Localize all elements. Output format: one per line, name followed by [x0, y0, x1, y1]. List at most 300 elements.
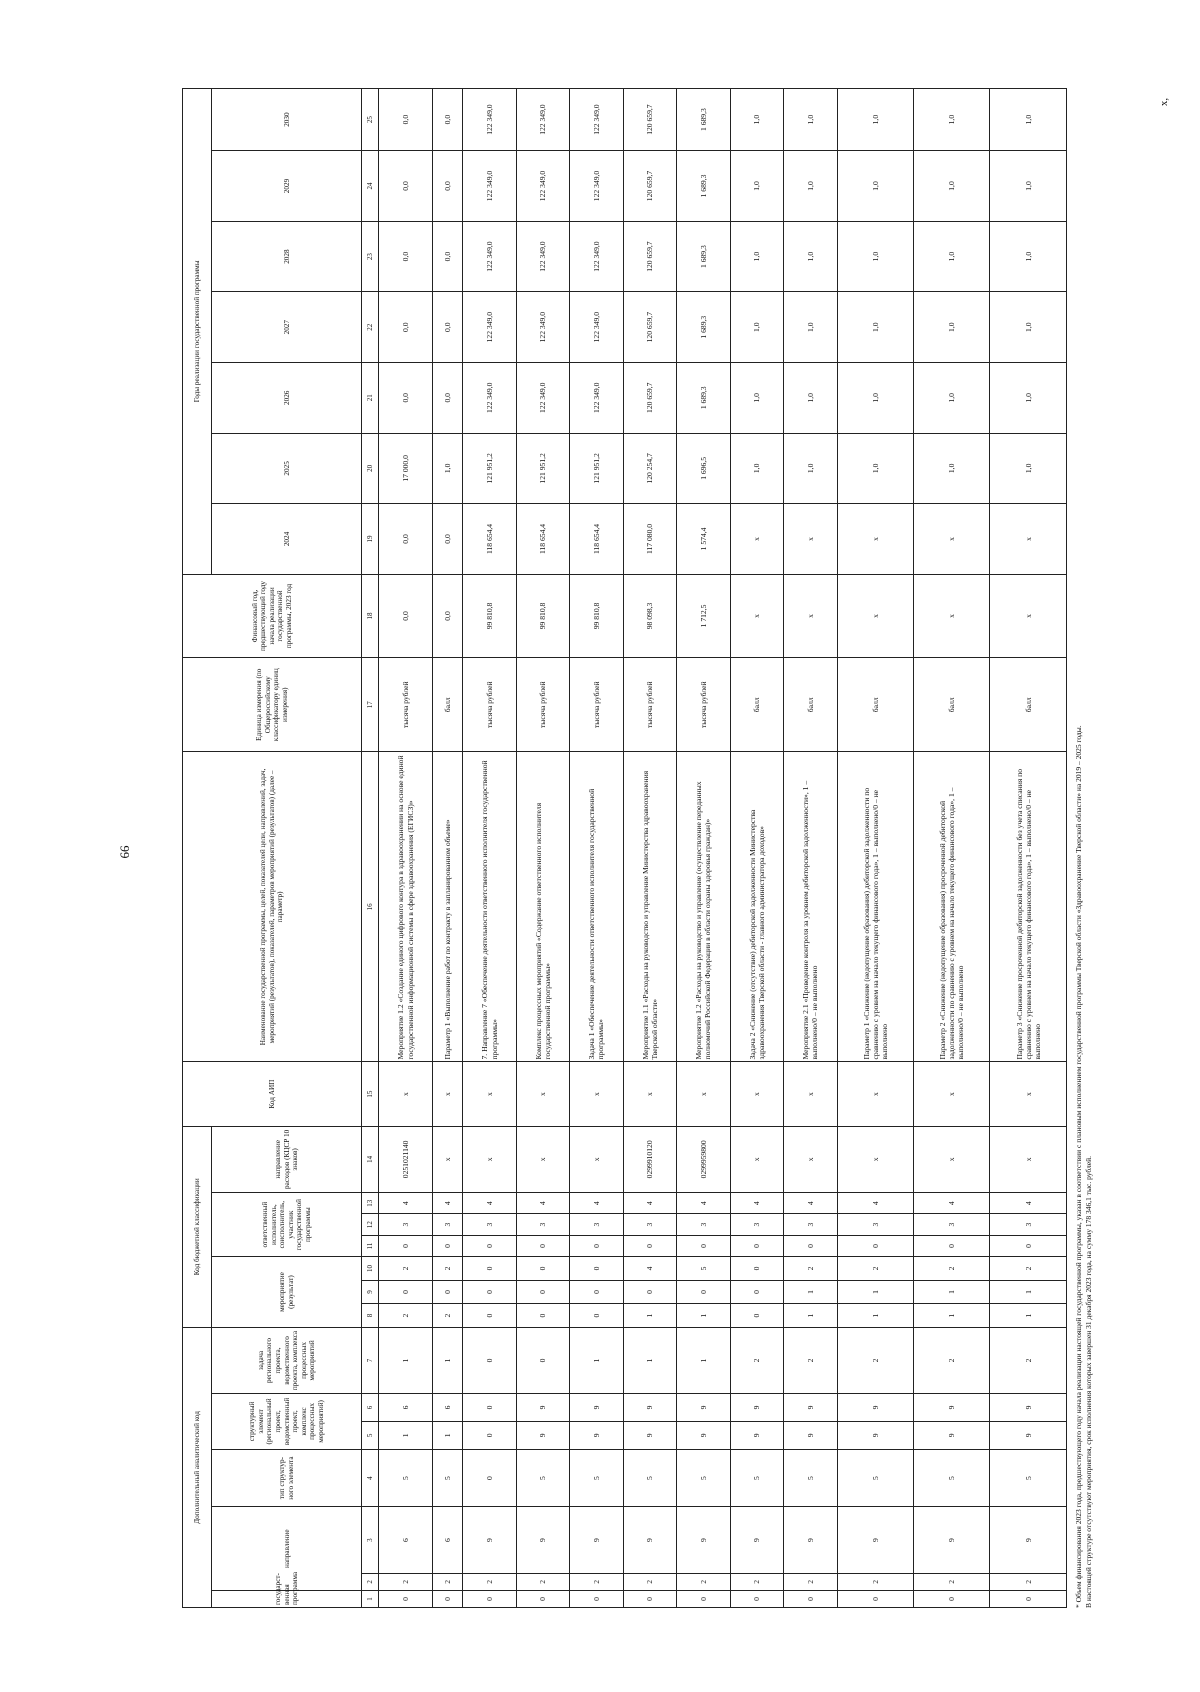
code-cell: 5 [516, 1449, 569, 1507]
year-2024-header: 2024 [212, 504, 362, 575]
code-cell: 9 [623, 1421, 676, 1449]
year-value-cell: 0,0 [379, 151, 432, 222]
table-row [990, 89, 1067, 1608]
base-year-cell: 0,0 [379, 574, 432, 657]
code-cell: 2 [784, 1573, 837, 1590]
year-value-cell: 1,0 [784, 292, 837, 363]
code-cell: 6 [432, 1507, 463, 1573]
group-additional-header: Дополнительный аналитический код [183, 1327, 212, 1607]
year-2025-header: 2025 [212, 433, 362, 504]
code-cell: 0 [990, 1235, 1067, 1256]
code-cell: 0 [463, 1449, 516, 1507]
year-value-cell: 1,0 [730, 89, 783, 151]
code-cell: 0 [463, 1394, 516, 1422]
code-cell: 1 [379, 1327, 432, 1393]
name-cell: 7. Направление 7 «Обеспечение деятельности ответственного исполнителя государственной программы» [463, 752, 516, 1062]
kbk-cell: х [837, 1126, 913, 1192]
col-num: 20 [362, 433, 379, 504]
year-2030-header: 2030 [212, 89, 362, 151]
year-value-cell: 122 349,0 [463, 151, 516, 222]
base-year-cell: 99 810,8 [516, 574, 569, 657]
code-cell: 9 [677, 1507, 730, 1573]
code-cell: 0 [623, 1280, 676, 1304]
code-cell: 2 [837, 1327, 913, 1393]
col-num: 17 [362, 658, 379, 752]
code-cell: 9 [914, 1394, 990, 1422]
kbk-cell: х [990, 1126, 1067, 1192]
unit-cell: балл [730, 658, 783, 752]
col-num: 1 [362, 1590, 379, 1607]
year-value-cell: х [914, 504, 990, 575]
code-cell: 9 [516, 1394, 569, 1422]
code-cell: 0 [570, 1280, 623, 1304]
year-2029-header: 2029 [212, 151, 362, 222]
name-cell: Параметр 1 «Снижение (недопущение образования) дебиторской задолженности по сравнению с уровнем на начало текущего финансового года», 1 – выполнено/0 – не выполнено [837, 752, 913, 1062]
code-cell: 0 [379, 1590, 432, 1607]
table-row [516, 89, 569, 1608]
code-cell: 3 [623, 1214, 676, 1235]
table-row [623, 89, 676, 1608]
code-cell: 0 [516, 1257, 569, 1281]
footnote-2: В настоящей структуре отсутствуют мероприятия, срок исполнения которых завершен 31 декабря 2023 года, на сумму 178 346,1 тыс. рублей. [1084, 1155, 1094, 1608]
year-value-cell: 122 349,0 [570, 292, 623, 363]
year-value-cell: 1,0 [990, 151, 1067, 222]
code-cell: 3 [432, 1214, 463, 1235]
kbk-cell: х [516, 1126, 569, 1192]
col-num: 24 [362, 151, 379, 222]
table-row [914, 89, 990, 1608]
code-cell: 9 [837, 1394, 913, 1422]
year-value-cell: 1,0 [914, 151, 990, 222]
unit-cell: балл [914, 658, 990, 752]
year-value-cell: 122 349,0 [516, 362, 569, 433]
year-value-cell: х [784, 504, 837, 575]
table-row [677, 89, 730, 1608]
name-cell: Комплекс процессных мероприятий «Содержание ответственного исполнителя государственной программы» [516, 752, 569, 1062]
code-cell: 1 [837, 1280, 913, 1304]
year-value-cell: 122 349,0 [516, 221, 569, 292]
code-cell: 4 [432, 1193, 463, 1214]
table-row [570, 89, 623, 1608]
code-cell: 1 [990, 1304, 1067, 1328]
code-cell: 2 [837, 1573, 913, 1590]
year-value-cell: 1,0 [784, 221, 837, 292]
unit-cell: тысяча рублей [463, 658, 516, 752]
code-cell: 1 [914, 1280, 990, 1304]
kbk-cell: х [432, 1126, 463, 1192]
code-cell: 0 [730, 1304, 783, 1328]
code-cell: 0 [990, 1590, 1067, 1607]
year-value-cell: х [990, 504, 1067, 575]
code-cell: 1 [784, 1280, 837, 1304]
code-cell: 2 [432, 1304, 463, 1328]
year-value-cell: 1,0 [914, 292, 990, 363]
col-num: 10 [362, 1257, 379, 1281]
year-value-cell: 1,0 [990, 362, 1067, 433]
year-value-cell: х [730, 504, 783, 575]
task-header: задача регионального проекта, ведомственного проекта, комплекса процессных мероприятий [212, 1327, 362, 1393]
code-cell: 3 [914, 1214, 990, 1235]
code-cell: 0 [379, 1235, 432, 1256]
code-cell: 1 [990, 1280, 1067, 1304]
table-row [730, 89, 783, 1608]
year-value-cell: 122 349,0 [463, 362, 516, 433]
col-num: 19 [362, 504, 379, 575]
year-value-cell: 1 574,4 [677, 504, 730, 575]
code-cell: 2 [570, 1573, 623, 1590]
code-cell: 0 [570, 1304, 623, 1328]
base-year-cell: 99 810,8 [463, 574, 516, 657]
code-cell: 0 [516, 1304, 569, 1328]
year-value-cell: 1 689,3 [677, 221, 730, 292]
code-cell: 2 [914, 1573, 990, 1590]
year-value-cell: 0,0 [432, 362, 463, 433]
aip-cell: х [570, 1062, 623, 1126]
header-row-1 [183, 89, 212, 1608]
code-cell: 0 [463, 1235, 516, 1256]
name-cell: Параметр 2 «Снижение (недопущение образования) просроченной дебиторской задолженности по сравнению с уровнем на начало текущего финансового года», 1 – выполнено/0 – не выполнено [914, 752, 990, 1062]
col-num: 23 [362, 221, 379, 292]
code-cell: 0 [730, 1590, 783, 1607]
col-num: 12 [362, 1214, 379, 1235]
base-year-cell: 98 098,3 [623, 574, 676, 657]
col-num: 2 [362, 1573, 379, 1590]
gp-header: государст-венная программа [212, 1590, 362, 1607]
code-cell: 3 [730, 1214, 783, 1235]
year-value-cell: 122 349,0 [570, 362, 623, 433]
code-cell: 9 [570, 1394, 623, 1422]
year-value-cell: 0,0 [432, 221, 463, 292]
code-cell: 0 [463, 1590, 516, 1607]
unit-cell: балл [432, 658, 463, 752]
code-cell: 9 [914, 1507, 990, 1573]
code-cell: 1 [379, 1421, 432, 1449]
code-cell: 9 [677, 1421, 730, 1449]
code-cell: 5 [677, 1257, 730, 1281]
code-cell: 9 [990, 1507, 1067, 1573]
unit-cell: тысяча рублей [379, 658, 432, 752]
code-cell: 9 [990, 1394, 1067, 1422]
year-2026-header: 2026 [212, 362, 362, 433]
code-cell: 2 [914, 1257, 990, 1281]
code-cell: 4 [677, 1193, 730, 1214]
code-cell: 5 [990, 1449, 1067, 1507]
code-cell: 5 [379, 1449, 432, 1507]
base-year-cell: х [914, 574, 990, 657]
struct-element-header: структурный элемент (региональный проект, ведомственный проект, комплекс процессных мероприятий) [212, 1394, 362, 1450]
year-value-cell: 0,0 [379, 89, 432, 151]
code-cell: 5 [623, 1449, 676, 1507]
code-cell: 0 [432, 1235, 463, 1256]
year-value-cell: 117 080,0 [623, 504, 676, 575]
kbk-cell: х [914, 1126, 990, 1192]
code-cell: 9 [516, 1421, 569, 1449]
base-year-cell: 1 712,5 [677, 574, 730, 657]
col-num: 6 [362, 1394, 379, 1422]
year-value-cell: 1,0 [784, 362, 837, 433]
code-cell: 9 [837, 1507, 913, 1573]
code-cell: 0 [914, 1590, 990, 1607]
code-cell: 4 [379, 1193, 432, 1214]
year-value-cell: 121 951,2 [570, 433, 623, 504]
name-cell: Параметр 3 «Снижение просроченной дебиторской задолженности без учета списания по сравнению с уровнем на начало текущего финансового года», 1 – выполнено/0 – не выполнено [990, 752, 1067, 1062]
unit-cell: балл [784, 658, 837, 752]
year-value-cell: 1,0 [837, 362, 913, 433]
code-cell: 5 [432, 1449, 463, 1507]
table-row [784, 89, 837, 1608]
name-cell: Параметр 1 «Выполнение работ по контракту в запланированном объеме» [432, 752, 463, 1062]
code-cell: 4 [570, 1193, 623, 1214]
col-num: 13 [362, 1193, 379, 1214]
year-value-cell: 118 654,4 [516, 504, 569, 575]
code-cell: 4 [837, 1193, 913, 1214]
kbk-cell: 0251021140 [379, 1126, 432, 1192]
kod-aip-header: Код АИП [183, 1062, 362, 1126]
year-value-cell: 1,0 [837, 292, 913, 363]
year-value-cell: 120 659,7 [623, 89, 676, 151]
code-cell: 2 [784, 1257, 837, 1281]
year-value-cell: 120 659,7 [623, 292, 676, 363]
col-num: 9 [362, 1280, 379, 1304]
table-row [379, 89, 432, 1608]
code-cell: 2 [379, 1257, 432, 1281]
code-cell: 1 [570, 1327, 623, 1393]
code-cell: 2 [914, 1327, 990, 1393]
code-cell: 9 [784, 1421, 837, 1449]
year-value-cell: 1,0 [914, 433, 990, 504]
name-header: Наименование государственной программы, целей, показателей цели, направлений, задач, мероприятий (результатов), показателей, параметров мероприятий (результатов) (далее – параметр) [183, 752, 362, 1062]
code-cell: 3 [379, 1214, 432, 1235]
year-value-cell: 120 659,7 [623, 362, 676, 433]
year-value-cell: 0,0 [379, 221, 432, 292]
scan-mark: х, [1158, 97, 1171, 107]
base-year-cell: 99 810,8 [570, 574, 623, 657]
code-cell: 0 [914, 1235, 990, 1256]
program-structure-table [182, 88, 1067, 1608]
event-header: мероприятие (результат) [212, 1257, 362, 1328]
aip-cell: х [463, 1062, 516, 1126]
year-value-cell: 1,0 [990, 292, 1067, 363]
code-cell: 2 [463, 1573, 516, 1590]
year-value-cell: 1,0 [837, 89, 913, 151]
table-row [463, 89, 516, 1608]
col-num: 5 [362, 1421, 379, 1449]
col-num: 15 [362, 1062, 379, 1126]
code-cell: 1 [914, 1304, 990, 1328]
base-year-cell: х [990, 574, 1067, 657]
year-2028-header: 2028 [212, 221, 362, 292]
aip-cell: х [914, 1062, 990, 1126]
code-cell: 2 [379, 1304, 432, 1328]
year-value-cell: 120 659,7 [623, 221, 676, 292]
year-value-cell: 1,0 [730, 221, 783, 292]
code-cell: 4 [623, 1193, 676, 1214]
code-cell: 9 [570, 1421, 623, 1449]
code-cell: 0 [463, 1421, 516, 1449]
code-cell: 9 [570, 1507, 623, 1573]
year-value-cell: 0,0 [432, 89, 463, 151]
year-value-cell: 1 689,3 [677, 151, 730, 222]
unit-header: Единица измерения (по Общероссийскому классификатору единиц измерения) [183, 658, 362, 752]
name-cell: Мероприятие 1.2 «Расходы на руководство и управление (осуществление переданных полномочий Российской Федерации в области охраны здоровья граждан)» [677, 752, 730, 1062]
code-cell: 0 [677, 1235, 730, 1256]
year-value-cell: 1,0 [730, 362, 783, 433]
year-value-cell: 121 951,2 [463, 433, 516, 504]
code-cell: 1 [677, 1327, 730, 1393]
year-value-cell: 1,0 [432, 433, 463, 504]
base-year-cell: 0,0 [432, 574, 463, 657]
year-value-cell: 1,0 [914, 89, 990, 151]
year-value-cell: 1,0 [837, 221, 913, 292]
aip-cell: х [379, 1062, 432, 1126]
unit-cell: балл [837, 658, 913, 752]
unit-cell: тысяча рублей [677, 658, 730, 752]
group-budget-header: Код бюджетной классификации [183, 1126, 212, 1327]
code-cell: 2 [990, 1327, 1067, 1393]
aip-cell: х [623, 1062, 676, 1126]
year-value-cell: 1,0 [784, 151, 837, 222]
name-cell: Мероприятие 1.2 «Создание единого цифрового контура в здравоохранении на основе единой государственной информационной системы в сфере здравоохранения (ЕГИСЗ)» [379, 752, 432, 1062]
year-value-cell: 122 349,0 [516, 89, 569, 151]
year-value-cell: 122 349,0 [516, 151, 569, 222]
code-cell: 9 [914, 1421, 990, 1449]
aip-cell: х [784, 1062, 837, 1126]
code-cell: 9 [730, 1421, 783, 1449]
code-cell: 2 [837, 1257, 913, 1281]
expense-header: направление расходов (КЦСР 10 знаков) [212, 1126, 362, 1192]
type-header: тип структур-ного элемента [212, 1449, 362, 1507]
code-cell: 9 [784, 1394, 837, 1422]
code-cell: 0 [623, 1590, 676, 1607]
year-value-cell: 122 349,0 [463, 292, 516, 363]
kbk-cell: х [784, 1126, 837, 1192]
base-year-cell: х [730, 574, 783, 657]
col-num: 7 [362, 1327, 379, 1393]
code-cell: 0 [730, 1235, 783, 1256]
year-value-cell: 0,0 [432, 504, 463, 575]
code-cell: 3 [463, 1214, 516, 1235]
code-cell: 0 [730, 1280, 783, 1304]
name-cell: Мероприятие 1.1 «Расходы на руководство и управление Министерства здравоохранения Тверской области» [623, 752, 676, 1062]
code-cell: 2 [432, 1257, 463, 1281]
code-cell: 0 [677, 1590, 730, 1607]
code-cell: 3 [677, 1214, 730, 1235]
year-value-cell: 0,0 [432, 151, 463, 222]
year-value-cell: 1 689,3 [677, 362, 730, 433]
footnote-1: * Объем финансирования 2023 года, предшествующего году начала реализации настоящей государственной программы, указан в соответствии с плановым исполнением государственной программы Тверской области «Здравоохранение Тверской области» на 2019 – 2025 годы. [1074, 725, 1083, 1608]
year-value-cell: 0,0 [379, 504, 432, 575]
year-value-cell: 1,0 [730, 433, 783, 504]
code-cell: 9 [623, 1394, 676, 1422]
code-cell: 6 [432, 1394, 463, 1422]
aip-cell: х [730, 1062, 783, 1126]
code-cell: 1 [432, 1327, 463, 1393]
year-value-cell: 1,0 [784, 433, 837, 504]
name-cell: Мероприятие 2.1 «Проведение контроля за уровнем дебиторской задолженности», 1 – выполнено/0 – не выполнено [784, 752, 837, 1062]
year-value-cell: 1,0 [990, 221, 1067, 292]
code-cell: 0 [623, 1235, 676, 1256]
year-value-cell: 0,0 [379, 362, 432, 433]
code-cell: 9 [784, 1507, 837, 1573]
executor-header: ответственный исполнитель, соисполнитель, участник государственной программы [212, 1193, 362, 1257]
code-cell: 4 [730, 1193, 783, 1214]
year-value-cell: 1 689,3 [677, 292, 730, 363]
kbk-cell: х [730, 1126, 783, 1192]
code-cell: 6 [379, 1507, 432, 1573]
code-cell: 0 [570, 1590, 623, 1607]
code-cell: 0 [516, 1280, 569, 1304]
page-number: 66 [117, 845, 132, 859]
col-num: 4 [362, 1449, 379, 1507]
year-value-cell: 1,0 [914, 221, 990, 292]
code-cell: 3 [990, 1214, 1067, 1235]
col-num: 8 [362, 1304, 379, 1328]
code-cell: 4 [623, 1257, 676, 1281]
year-value-cell: 122 349,0 [570, 89, 623, 151]
base-year-cell: х [784, 574, 837, 657]
rotated-page-content [182, 88, 1182, 1608]
code-cell: 0 [570, 1235, 623, 1256]
name-cell: Задача 2 «Снижение (отсутствие) дебиторской задолженности Министерства здравоохранения Тверской области - главного администратора доходов» [730, 752, 783, 1062]
year-value-cell: 122 349,0 [463, 221, 516, 292]
year-value-cell: 121 951,2 [516, 433, 569, 504]
year-value-cell: 1,0 [990, 89, 1067, 151]
code-cell: 2 [432, 1573, 463, 1590]
code-cell: 2 [379, 1573, 432, 1590]
code-cell: 2 [990, 1573, 1067, 1590]
year-value-cell: 122 349,0 [516, 292, 569, 363]
year-value-cell: 122 349,0 [463, 89, 516, 151]
code-cell: 5 [570, 1449, 623, 1507]
code-cell: 0 [516, 1327, 569, 1393]
code-cell: 0 [432, 1590, 463, 1607]
code-cell: 9 [463, 1507, 516, 1573]
direction-header: направление [212, 1507, 362, 1590]
year-value-cell: 120 254,7 [623, 433, 676, 504]
kbk-cell: 0299910120 [623, 1126, 676, 1192]
code-cell: 6 [379, 1394, 432, 1422]
col-num: 21 [362, 362, 379, 433]
code-cell: 0 [516, 1235, 569, 1256]
aip-cell: х [432, 1062, 463, 1126]
year-value-cell: 1,0 [837, 151, 913, 222]
aip-cell: х [990, 1062, 1067, 1126]
code-cell: 0 [570, 1257, 623, 1281]
aip-cell: х [837, 1062, 913, 1126]
code-cell: 2 [730, 1327, 783, 1393]
code-cell: 0 [784, 1590, 837, 1607]
year-value-cell: 122 349,0 [570, 221, 623, 292]
code-cell: 9 [730, 1507, 783, 1573]
unit-cell: тысяча рублей [516, 658, 569, 752]
code-cell: 2 [784, 1327, 837, 1393]
year-value-cell: х [837, 504, 913, 575]
col-num: 3 [362, 1507, 379, 1573]
unit-cell: тысяча рублей [623, 658, 676, 752]
code-cell: 0 [516, 1590, 569, 1607]
code-cell: 2 [516, 1573, 569, 1590]
table-row [432, 89, 463, 1608]
year-value-cell: 1,0 [990, 433, 1067, 504]
code-cell: 5 [914, 1449, 990, 1507]
year-value-cell: 118 654,4 [463, 504, 516, 575]
code-cell: 5 [837, 1449, 913, 1507]
code-cell: 3 [837, 1214, 913, 1235]
year-value-cell: 17 000,0 [379, 433, 432, 504]
code-cell: 3 [784, 1214, 837, 1235]
base-year-cell: х [837, 574, 913, 657]
code-cell: 4 [990, 1193, 1067, 1214]
